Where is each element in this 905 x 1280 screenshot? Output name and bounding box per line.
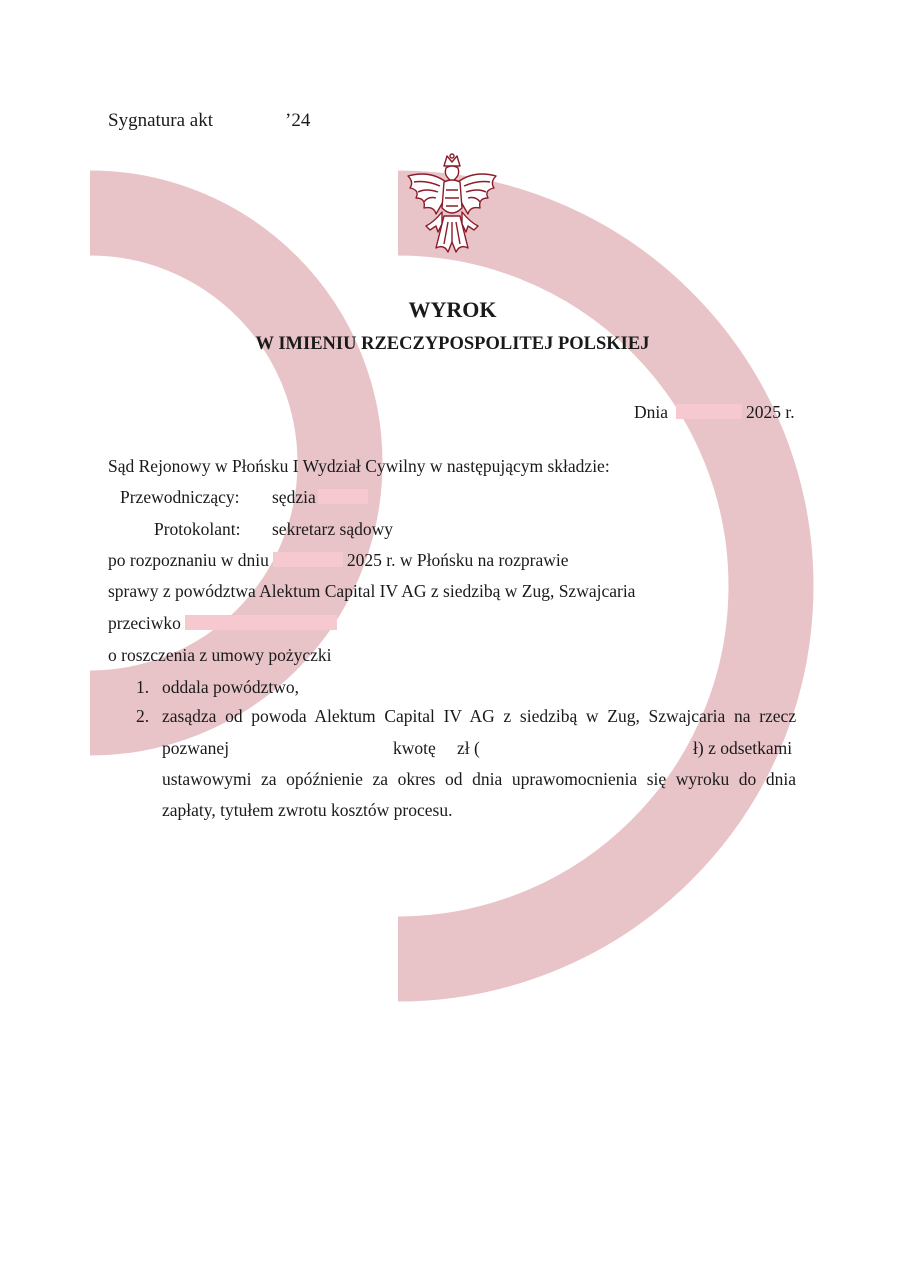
ruling-2-number: 2. (136, 706, 150, 726)
ruling-1-text: oddala powództwo, (162, 677, 300, 697)
word: dnia (472, 769, 503, 789)
hearing-line (108, 549, 569, 571)
word: rzecz (759, 706, 796, 726)
ruling-2-line-2-start: pozwanej (162, 738, 230, 758)
court-intro: Sąd Rejonowy w Płońsku I Wydział Cywilny w następującym składzie: (108, 456, 610, 476)
defendant-line (108, 612, 337, 634)
word: siedzibą (519, 706, 578, 726)
date-redaction (676, 404, 742, 419)
defendant-name-redaction (185, 615, 337, 630)
ruling-2-line-3 (162, 768, 796, 790)
hearing-date-redaction (273, 552, 343, 567)
word: Capital (384, 706, 435, 726)
against-label: przeciwko (108, 613, 181, 633)
presiding-value (272, 486, 368, 508)
presiding-label: Przewodniczący: (120, 487, 240, 507)
word: Alektum (314, 706, 376, 726)
word: na (733, 706, 751, 726)
date-line (634, 401, 795, 423)
word: powoda (251, 706, 307, 726)
word: wyroku (675, 769, 730, 789)
word: za (372, 769, 389, 789)
hearing-prefix: po rozpoznaniu w dniu (108, 550, 269, 570)
hearing-suffix: 2025 r. w Płońsku na rozprawie (346, 550, 569, 570)
ruling-2-line-4: zapłaty, tytułem zwrotu kosztów procesu. (162, 800, 453, 820)
ruling-2-line-2-currency: zł ( (457, 738, 480, 758)
word: za (261, 769, 277, 789)
ruling-2-line-1 (162, 705, 796, 727)
claim-line: o roszczenia z umowy pożyczki (108, 645, 332, 665)
case-number-label: Sygnatura akt (108, 110, 214, 131)
word: zasądza (162, 706, 217, 726)
eagle-emblem (400, 152, 504, 260)
judgment-subtitle: W IMIENIU RZECZYPOSPOLITEJ POLSKIEJ (255, 334, 650, 354)
word: w (585, 706, 599, 726)
date-year: 2025 r. (746, 402, 795, 422)
word: od (225, 706, 243, 726)
case-number (108, 110, 310, 132)
word: dnia (765, 769, 796, 789)
word: AG (469, 706, 495, 726)
clerk-value: sekretarz sądowy (272, 519, 393, 539)
word: okres (397, 769, 436, 789)
word: Szwajcaria (648, 706, 726, 726)
word: ustawowymi (162, 769, 252, 789)
presiding-judge-title: sędzia (272, 487, 316, 507)
word: się (646, 769, 667, 789)
word: od (445, 769, 463, 789)
ruling-2-line-2-end: ł) z odsetkami (693, 738, 793, 758)
word: opóźnienie (286, 769, 363, 789)
word: Zug, (607, 706, 640, 726)
case-number-suffix: ’24 (285, 110, 311, 131)
ruling-1-number: 1. (136, 677, 150, 697)
word: uprawomocnienia (511, 769, 638, 789)
date-prefix: Dnia (634, 402, 669, 422)
ruling-2-line-2-amount-label: kwotę (393, 738, 436, 758)
word: z (503, 706, 512, 726)
plaintiff-line: sprawy z powództwa Alektum Capital IV AG z siedzibą w Zug, Szwajcaria (108, 581, 636, 601)
word: IV (443, 706, 462, 726)
word: do (738, 769, 757, 789)
clerk-label: Protokolant: (154, 519, 241, 539)
judge-name-redaction (318, 489, 368, 504)
judgment-title: WYROK (408, 297, 497, 322)
